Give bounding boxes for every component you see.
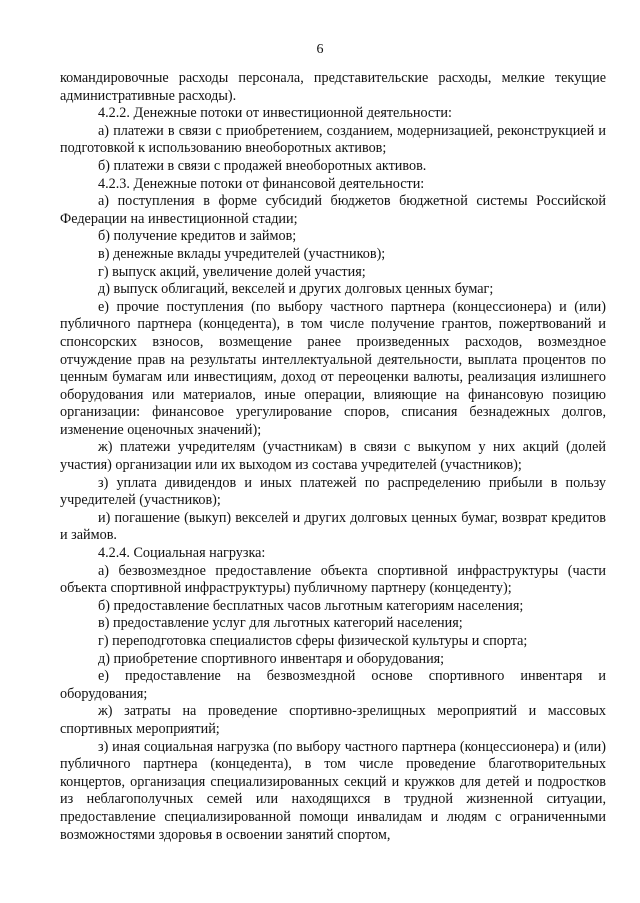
list-item: з) иная социальная нагрузка (по выбору частного партнера (концессионера) и (или) публичного партнера (концедента), в том числе проведение благотворительных концертов, организация специализированных секций и кружков для детей и подростков из неблагополучных семей или находящихся в трудной жизненной ситуации, предоставление специализированной помощи инвалидам и людям с ограниченными возможностями здоровья в освоении занятий спортом,: [60, 738, 606, 843]
list-item: а) поступления в форме субсидий бюджетов бюджетной системы Российской Федерации на инвестиционной стадии;: [60, 193, 606, 227]
list-item: а) безвозмездное предоставление объекта спортивной инфраструктуры (части объекта спортивной инфраструктуры) публичному партнеру (концеденту);: [60, 562, 606, 597]
list-item: б) получение кредитов и займов;: [98, 228, 297, 245]
section-heading: 4.2.3. Денежные потоки от финансовой деятельности:: [98, 175, 425, 192]
list-item: б) предоставление бесплатных часов льготным категориям населения;: [98, 597, 524, 614]
list-item: г) выпуск акций, увеличение долей участия;: [98, 263, 366, 280]
list-item: б) платежи в связи с продажей внеоборотных активов.: [98, 157, 427, 174]
list-item: в) предоставление услуг для льготных категорий населения;: [98, 615, 463, 632]
list-item: е) прочие поступления (по выбору частного партнера (концессионера) и (или) публичного партнера (концедента), в том числе получение грантов, пожертвований и спонсорских взносов, возмещение ранее произведенных расходов, возмездное отчуждение прав на результаты интеллектуальной деятельности, выплата процентов по ценным бумагам или инвестициям, доход от переоценки валюты, реализация излишнего оборудования или материалов, иные операции, влияющие на финансовую позицию организации: финансовое урегулирование споров, списания безнадежных долгов, изменение оценочных значений);: [60, 298, 606, 438]
list-item: в) денежные вклады учредителей (участников);: [98, 245, 386, 262]
list-item: з) уплата дивидендов и иных платежей по распределению прибыли в пользу учредителей (участников);: [60, 474, 606, 509]
list-item: д) выпуск облигаций, векселей и других долговых ценных бумаг;: [98, 281, 494, 298]
document-body: [60, 70, 606, 844]
list-item: ж) затраты на проведение спортивно-зрелищных мероприятий и массовых спортивных мероприятий;: [60, 703, 606, 737]
paragraph: командировочные расходы персонала, представительские расходы, мелкие текущие административные расходы).: [60, 70, 606, 104]
list-item: е) предоставление на безвозмездной основе спортивного инвентаря и оборудования;: [60, 668, 606, 702]
list-item: ж) платежи учредителям (участникам) в связи с выкупом у них акций (долей участия) организации или их выходом из состава учредителей (участников);: [60, 439, 606, 474]
list-item: и) погашение (выкуп) векселей и других долговых ценных бумаг, возврат кредитов и займов.: [60, 509, 606, 544]
section-heading: 4.2.2. Денежные потоки от инвестиционной деятельности:: [98, 105, 452, 122]
list-item: а) платежи в связи с приобретением, созданием, модернизацией, реконструкцией и подготовкой к использованию внеоборотных активов;: [60, 122, 606, 157]
list-item: д) приобретение спортивного инвентаря и оборудования;: [98, 650, 445, 667]
page-number: 6: [316, 42, 324, 57]
section-heading: 4.2.4. Социальная нагрузка:: [98, 545, 266, 562]
list-item: г) переподготовка специалистов сферы физической культуры и спорта;: [98, 633, 528, 649]
